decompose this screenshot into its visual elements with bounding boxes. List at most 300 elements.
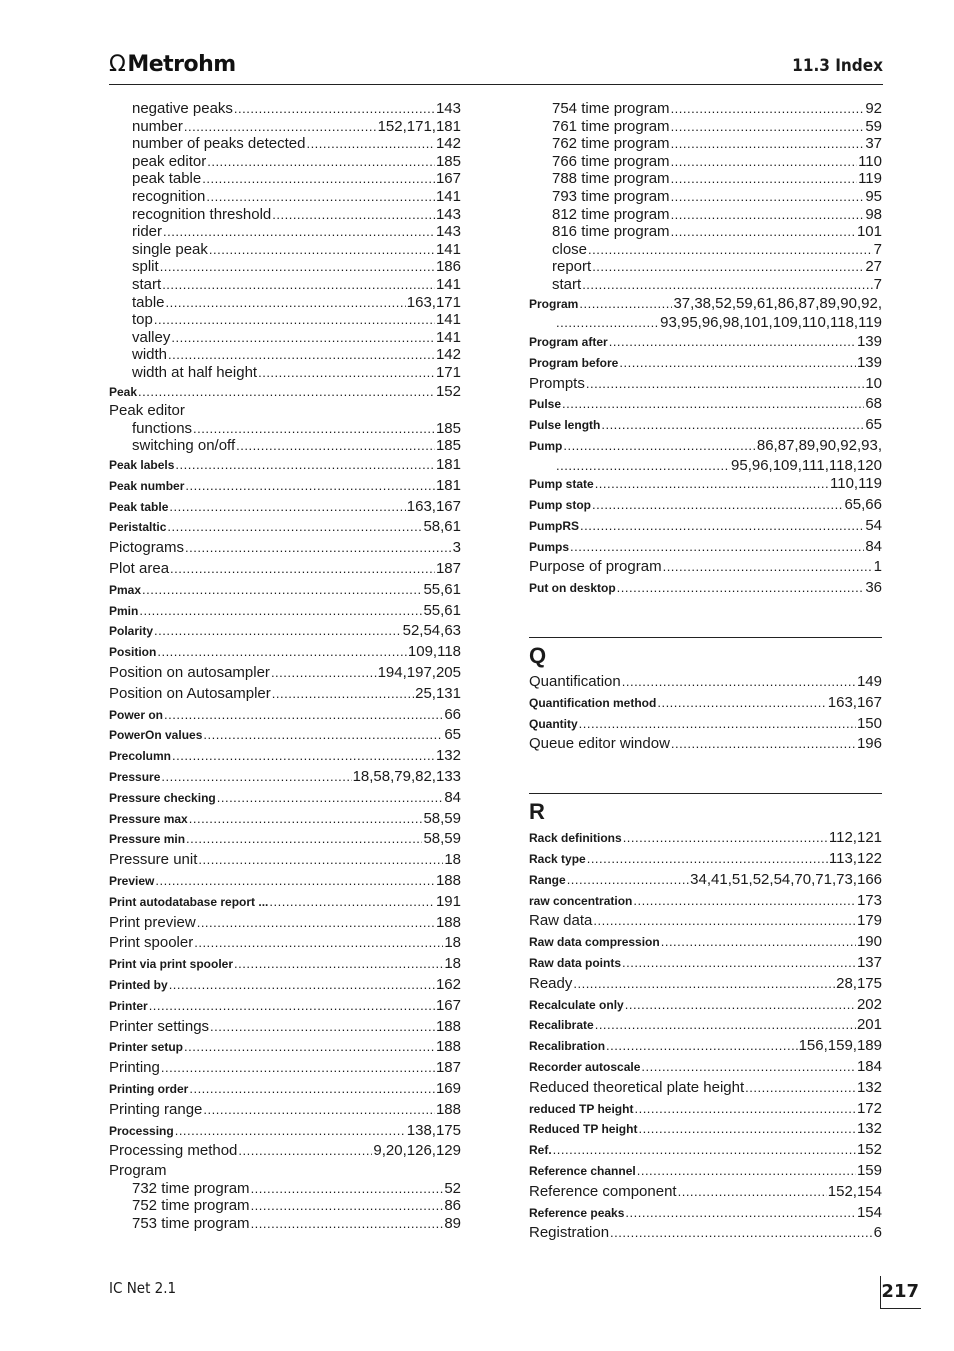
- index-entry: [529, 672, 882, 693]
- entry-pages: 86: [444, 1197, 461, 1215]
- dot-leader: [209, 241, 435, 259]
- dot-leader: [562, 394, 864, 415]
- index-entry: [529, 1099, 882, 1120]
- brand-name: Metrohm: [127, 52, 236, 77]
- entry-pages: 152: [856, 1141, 882, 1159]
- index-entry: [529, 1119, 882, 1140]
- index-entry: [529, 1036, 882, 1057]
- dot-leader: [206, 188, 435, 206]
- entry-label: number of peaks detected: [132, 135, 306, 153]
- entry-pages: 196: [856, 735, 882, 753]
- index-subentry: [109, 437, 461, 455]
- dot-leader: [234, 954, 443, 975]
- dot-leader: [269, 892, 435, 913]
- entry-pages: 110: [858, 152, 882, 170]
- dot-leader: [567, 870, 689, 891]
- index-entry: [529, 537, 882, 558]
- dot-leader: [167, 517, 422, 538]
- dot-leader: [157, 642, 407, 663]
- entry-label: width at half height: [132, 363, 258, 381]
- dot-leader: [580, 516, 864, 537]
- index-subentry: [529, 258, 882, 276]
- entry-label: start: [132, 275, 162, 293]
- entry-pages: 187: [435, 1059, 461, 1077]
- index-entry: [529, 1203, 882, 1224]
- index-entry: [529, 294, 882, 315]
- dot-leader: [184, 118, 377, 136]
- entry-pages: 65: [865, 416, 882, 434]
- index-entry: [109, 1017, 461, 1038]
- dot-leader: [155, 871, 435, 892]
- dot-leader: [622, 672, 856, 693]
- index-entry: [109, 1058, 461, 1079]
- entry-pages: 58,59: [423, 830, 461, 848]
- entry-pages: 188: [435, 913, 461, 931]
- index-entry: [109, 705, 461, 726]
- dot-leader: [587, 849, 828, 870]
- dot-leader: [586, 374, 864, 395]
- dot-leader: [139, 601, 422, 622]
- index-entry: [529, 891, 882, 912]
- entry-label: Peristaltic: [109, 520, 167, 535]
- dot-leader: [592, 258, 864, 276]
- entry-pages: 188: [435, 1017, 461, 1035]
- entry-pages: 181: [435, 456, 461, 474]
- index-subentry: [109, 311, 461, 329]
- entry-label: Reference component: [529, 1182, 677, 1200]
- entry-pages: 194,197,205: [377, 664, 461, 682]
- entry-label: Pmin: [109, 603, 139, 618]
- dot-leader: [601, 415, 864, 436]
- entry-label: Raw data compression: [529, 935, 660, 950]
- dot-leader: [172, 746, 435, 767]
- dot-leader: [207, 153, 435, 171]
- index-column-left: [109, 100, 461, 1233]
- entry-pages: 202: [856, 995, 882, 1013]
- index-subentry: [529, 223, 882, 241]
- entry-label: Rack type: [529, 852, 586, 867]
- entry-pages: 9,20,126,129: [373, 1142, 461, 1160]
- index-entry: [109, 1100, 461, 1121]
- dot-leader: [556, 314, 659, 332]
- entry-pages: 141: [435, 187, 461, 205]
- dot-leader: [185, 476, 435, 497]
- dot-leader: [579, 294, 672, 315]
- entry-pages: 156,159,189: [798, 1037, 882, 1055]
- entry-pages: 188: [435, 1038, 461, 1056]
- index-entry: [109, 788, 461, 809]
- index-entry: [109, 580, 461, 601]
- index-subentry: [529, 100, 882, 118]
- dot-leader: [272, 206, 435, 224]
- entry-label: Peak number: [109, 478, 185, 493]
- dot-leader: [160, 258, 435, 276]
- entry-pages: 95: [865, 187, 882, 205]
- dot-leader: [168, 346, 435, 364]
- entry-label: recognition: [132, 187, 206, 205]
- entry-label: Quantification: [529, 673, 621, 691]
- index-entry: [109, 476, 461, 497]
- index-subentry: [109, 118, 461, 136]
- index-entry: [109, 933, 461, 954]
- entry-label: Position on Autosampler: [109, 684, 271, 702]
- entry-label: Position on autosampler: [109, 664, 270, 682]
- index-entry: [529, 1015, 882, 1036]
- entry-label: Range: [529, 872, 566, 887]
- entry-pages: 34,41,51,52,54,70,71,73,166: [690, 870, 882, 888]
- index-entry: [109, 538, 461, 559]
- entry-pages: 7: [873, 240, 882, 258]
- entry-label: 788 time program: [552, 170, 670, 188]
- entry-pages: 6: [873, 1224, 882, 1242]
- entry-label: Processing: [109, 1123, 174, 1138]
- entry-pages: 143: [435, 223, 461, 241]
- entry-pages: 141: [435, 328, 461, 346]
- index-entry: [109, 382, 461, 403]
- entry-pages: 171: [435, 363, 461, 381]
- entry-label: Reference peaks: [529, 1205, 625, 1220]
- dot-leader: [251, 1215, 444, 1233]
- entry-pages: 167: [435, 170, 461, 188]
- dot-leader: [671, 188, 865, 206]
- dot-leader: [634, 1099, 856, 1120]
- entry-label: Preview: [109, 874, 155, 889]
- entry-label: Purpose of program: [529, 558, 662, 576]
- entry-label: Pumps: [529, 539, 570, 554]
- index-entry: [529, 332, 882, 353]
- dot-leader: [553, 1140, 856, 1161]
- entry-pages: 18: [444, 934, 461, 952]
- index-entry: [529, 374, 882, 395]
- entry-pages: 137: [856, 954, 882, 972]
- dot-leader: [633, 891, 856, 912]
- index-entry: [529, 1182, 882, 1203]
- entry-label: Reference channel: [529, 1164, 636, 1179]
- entry-label: Power on: [109, 707, 164, 722]
- index-subentry: [109, 223, 461, 241]
- entry-label: Peak table: [109, 499, 169, 514]
- entry-label: Pump stop: [529, 498, 591, 513]
- index-entry: [109, 892, 461, 913]
- entry-pages: 141: [435, 311, 461, 329]
- entry-pages: 68: [865, 395, 882, 413]
- entry-pages: 93,95,96,98,101,109,110,118,119: [660, 314, 882, 332]
- dot-leader: [671, 118, 865, 136]
- dot-leader: [210, 1017, 435, 1038]
- entry-pages: 139: [856, 353, 882, 371]
- index-entry: [109, 809, 461, 830]
- entry-label: Polarity: [109, 624, 154, 639]
- dot-leader: [663, 557, 873, 578]
- index-entry: [109, 746, 461, 767]
- index-subentry: [529, 276, 882, 294]
- entry-label: Recalibration: [529, 1039, 606, 1054]
- entry-label: top: [132, 311, 153, 329]
- entry-pages: 132: [856, 1120, 882, 1138]
- index-group-r: [529, 793, 882, 1244]
- entry-pages: 84: [444, 788, 461, 806]
- index-subentry: [109, 188, 461, 206]
- index-entry: [529, 932, 882, 953]
- entry-pages: 150: [856, 714, 882, 732]
- index-entry: [109, 1121, 461, 1142]
- entry-pages: 188: [435, 1100, 461, 1118]
- entry-label: Rack definitions: [529, 831, 622, 846]
- index-entry: [529, 714, 882, 735]
- dot-leader: [138, 382, 435, 403]
- dot-leader: [671, 223, 856, 241]
- index-subentry: [109, 1215, 461, 1233]
- dot-leader: [579, 714, 856, 735]
- index-entry: [109, 497, 461, 518]
- dot-leader: [198, 850, 443, 871]
- entry-label: Plot area: [109, 560, 170, 578]
- index-entry: [529, 1140, 882, 1161]
- entry-label: 762 time program: [552, 135, 670, 153]
- index-subentry: [109, 100, 461, 118]
- entry-label: Ref.: [529, 1143, 552, 1158]
- index-subentry: [109, 135, 461, 153]
- entry-label: 766 time program: [552, 152, 670, 170]
- entry-label: Raw data: [529, 912, 593, 930]
- entry-pages: 132: [435, 747, 461, 765]
- dot-leader: [234, 100, 435, 118]
- entry-pages: 36: [865, 579, 882, 597]
- entry-label: raw concentration: [529, 893, 633, 908]
- entry-pages: 27: [865, 258, 882, 276]
- index-entry: [529, 578, 882, 599]
- dot-leader: [625, 995, 856, 1016]
- entry-label: peak table: [132, 170, 202, 188]
- index-group-p-continued: [529, 100, 882, 599]
- dot-leader: [166, 294, 406, 312]
- dot-leader: [625, 1203, 856, 1224]
- entry-label: Printed by: [109, 978, 168, 992]
- entry-label: Program before: [529, 355, 619, 370]
- dot-leader: [189, 1079, 435, 1100]
- entry-pages: 37,38,52,59,61,86,87,89,90,92,: [673, 294, 882, 312]
- index-heading: Program: [109, 1162, 167, 1180]
- entry-label: Printer: [109, 998, 148, 1013]
- entry-pages: 188: [435, 872, 461, 890]
- index-entry: [529, 1161, 882, 1182]
- index-entry: [109, 621, 461, 642]
- dot-leader: [169, 975, 435, 996]
- dot-leader: [149, 996, 435, 1017]
- entry-pages: 65: [444, 726, 461, 744]
- entry-pages: 89: [444, 1214, 461, 1232]
- entry-pages: 92: [865, 100, 882, 117]
- dot-leader: [203, 1100, 435, 1121]
- index-entry: [109, 767, 461, 788]
- entry-label: Reduced theoretical plate height: [529, 1078, 745, 1096]
- entry-label: width: [132, 346, 168, 364]
- dot-leader: [236, 437, 435, 455]
- dot-leader: [657, 693, 826, 714]
- entry-label: Printing order: [109, 1081, 189, 1096]
- entry-pages: 169: [435, 1079, 461, 1097]
- index-subentry: [529, 153, 882, 171]
- index-subentry: [109, 1197, 461, 1215]
- index-entry: [529, 353, 882, 374]
- index-entry: [109, 850, 461, 871]
- entry-label: Print via print spooler: [109, 957, 234, 972]
- entry-pages: 112,121: [828, 829, 882, 847]
- entry-pages: 143: [435, 100, 461, 117]
- index-subentry: [109, 153, 461, 171]
- dot-leader: [170, 559, 435, 580]
- dot-leader: [154, 311, 435, 329]
- entry-label: Peak: [109, 384, 138, 399]
- dot-leader: [258, 364, 435, 382]
- dot-leader: [556, 457, 730, 475]
- entry-label: Pressure min: [109, 832, 186, 847]
- entry-label: Recorder autoscale: [529, 1060, 641, 1075]
- entry-pages: 113,122: [828, 850, 882, 868]
- entry-label: Ready: [529, 974, 573, 992]
- entry-label: Pump: [529, 438, 563, 453]
- dot-leader: [573, 974, 835, 995]
- index-column-right: [529, 100, 882, 1244]
- dot-leader: [610, 1223, 873, 1244]
- entry-label: Pressure unit: [109, 851, 198, 869]
- index-subentry: [529, 170, 882, 188]
- dot-leader: [623, 828, 828, 849]
- entry-label: Program: [529, 296, 579, 311]
- dot-leader: [161, 1058, 435, 1079]
- entry-pages: 185: [435, 437, 461, 455]
- index-entry: [529, 974, 882, 995]
- footer-product: IC Net 2.1: [109, 1279, 177, 1297]
- entry-label: PowerOn values: [109, 728, 203, 743]
- entry-label: Quantification method: [529, 695, 657, 710]
- index-entry: [529, 828, 882, 849]
- index-entry: [109, 829, 461, 850]
- entry-label: switching on/off: [132, 437, 236, 455]
- entry-pages: 167: [435, 996, 461, 1014]
- dot-leader: [164, 705, 443, 726]
- dot-leader: [203, 725, 443, 746]
- entry-pages: 184: [856, 1058, 882, 1076]
- index-entry: [109, 871, 461, 892]
- index-group-q: [529, 637, 882, 755]
- dot-leader: [238, 1141, 372, 1162]
- index-entry: [529, 911, 882, 932]
- index-entry: [529, 394, 882, 415]
- entry-label: Print preview: [109, 913, 196, 931]
- dot-leader: [593, 911, 856, 932]
- entry-label: start: [552, 275, 582, 293]
- entry-label: Recalculate only: [529, 997, 624, 1012]
- entry-label: peak editor: [132, 152, 207, 170]
- entry-label: Printer setup: [109, 1040, 184, 1055]
- dot-leader: [678, 1182, 827, 1203]
- page-header: [109, 50, 883, 85]
- index-subentry: [109, 258, 461, 276]
- entry-pages: 18: [444, 851, 461, 869]
- dot-leader: [169, 497, 405, 518]
- entry-pages: 191: [435, 892, 461, 910]
- entry-pages: 142: [435, 346, 461, 364]
- index-entry: [529, 1057, 882, 1078]
- entry-pages: 28,175: [836, 974, 882, 992]
- entry-pages: 152: [435, 382, 461, 400]
- index-entry: [109, 455, 461, 476]
- entry-label: Printing: [109, 1059, 160, 1077]
- index-subentry: [109, 420, 461, 438]
- entry-label: Program after: [529, 334, 608, 349]
- entry-pages: 141: [435, 240, 461, 258]
- dot-leader: [184, 1037, 435, 1058]
- dot-leader: [193, 420, 435, 438]
- index-entry: [529, 314, 882, 332]
- index-entry: [109, 996, 461, 1017]
- entry-label: recognition threshold: [132, 205, 272, 223]
- entry-label: Print autodatabase report ...: [109, 894, 269, 909]
- index-subentry: [529, 206, 882, 224]
- index-entry: [529, 415, 882, 436]
- index-entry: [529, 557, 882, 578]
- dot-leader: [606, 1036, 798, 1057]
- entry-label: 793 time program: [552, 187, 670, 205]
- dot-leader: [251, 1197, 444, 1215]
- dot-leader: [185, 538, 452, 559]
- dot-leader: [641, 1057, 856, 1078]
- index-entry: [529, 870, 882, 891]
- dot-leader: [175, 455, 435, 476]
- entry-label: Peak labels: [109, 458, 175, 473]
- entry-pages: 185: [435, 419, 461, 437]
- entry-label: Pressure checking: [109, 790, 216, 805]
- dot-leader: [671, 135, 865, 153]
- dot-leader: [671, 734, 856, 755]
- entry-pages: 172: [856, 1099, 882, 1117]
- index-subentry: [109, 294, 461, 312]
- dot-leader: [592, 495, 843, 516]
- entry-pages: 18: [444, 955, 461, 973]
- entry-pages: 173: [856, 891, 882, 909]
- letter-heading-r: R: [529, 799, 545, 825]
- index-entry: [109, 663, 461, 684]
- index-entry: [529, 734, 882, 755]
- entry-pages: 163,171: [406, 293, 461, 311]
- entry-pages: 3: [452, 539, 461, 557]
- entry-pages: 162: [435, 976, 461, 993]
- entry-label: functions: [132, 419, 193, 437]
- entry-pages: 58,61: [423, 518, 461, 536]
- entry-pages: 152,154: [827, 1182, 882, 1200]
- dot-leader: [161, 767, 351, 788]
- page-number: 217: [880, 1276, 921, 1309]
- entry-pages: 186: [435, 258, 461, 276]
- section-title: 11.3 Index: [792, 56, 883, 76]
- entry-label: 732 time program: [132, 1179, 250, 1197]
- entry-pages: 54: [865, 516, 882, 534]
- entry-pages: 187: [435, 560, 461, 578]
- entry-label: Pmax: [109, 582, 142, 597]
- entry-pages: 86,87,89,90,92,93,: [756, 436, 882, 454]
- entry-label: Pulse length: [529, 418, 601, 433]
- entry-pages: 37: [865, 135, 882, 153]
- entry-label: split: [132, 258, 159, 276]
- dot-leader: [271, 663, 377, 684]
- entry-label: Pulse: [529, 397, 562, 412]
- entry-pages: 190: [856, 933, 882, 951]
- entry-pages: 163,167: [406, 497, 461, 515]
- index-entry: [109, 601, 461, 622]
- entry-pages: 101: [856, 223, 882, 241]
- dot-leader: [671, 153, 858, 171]
